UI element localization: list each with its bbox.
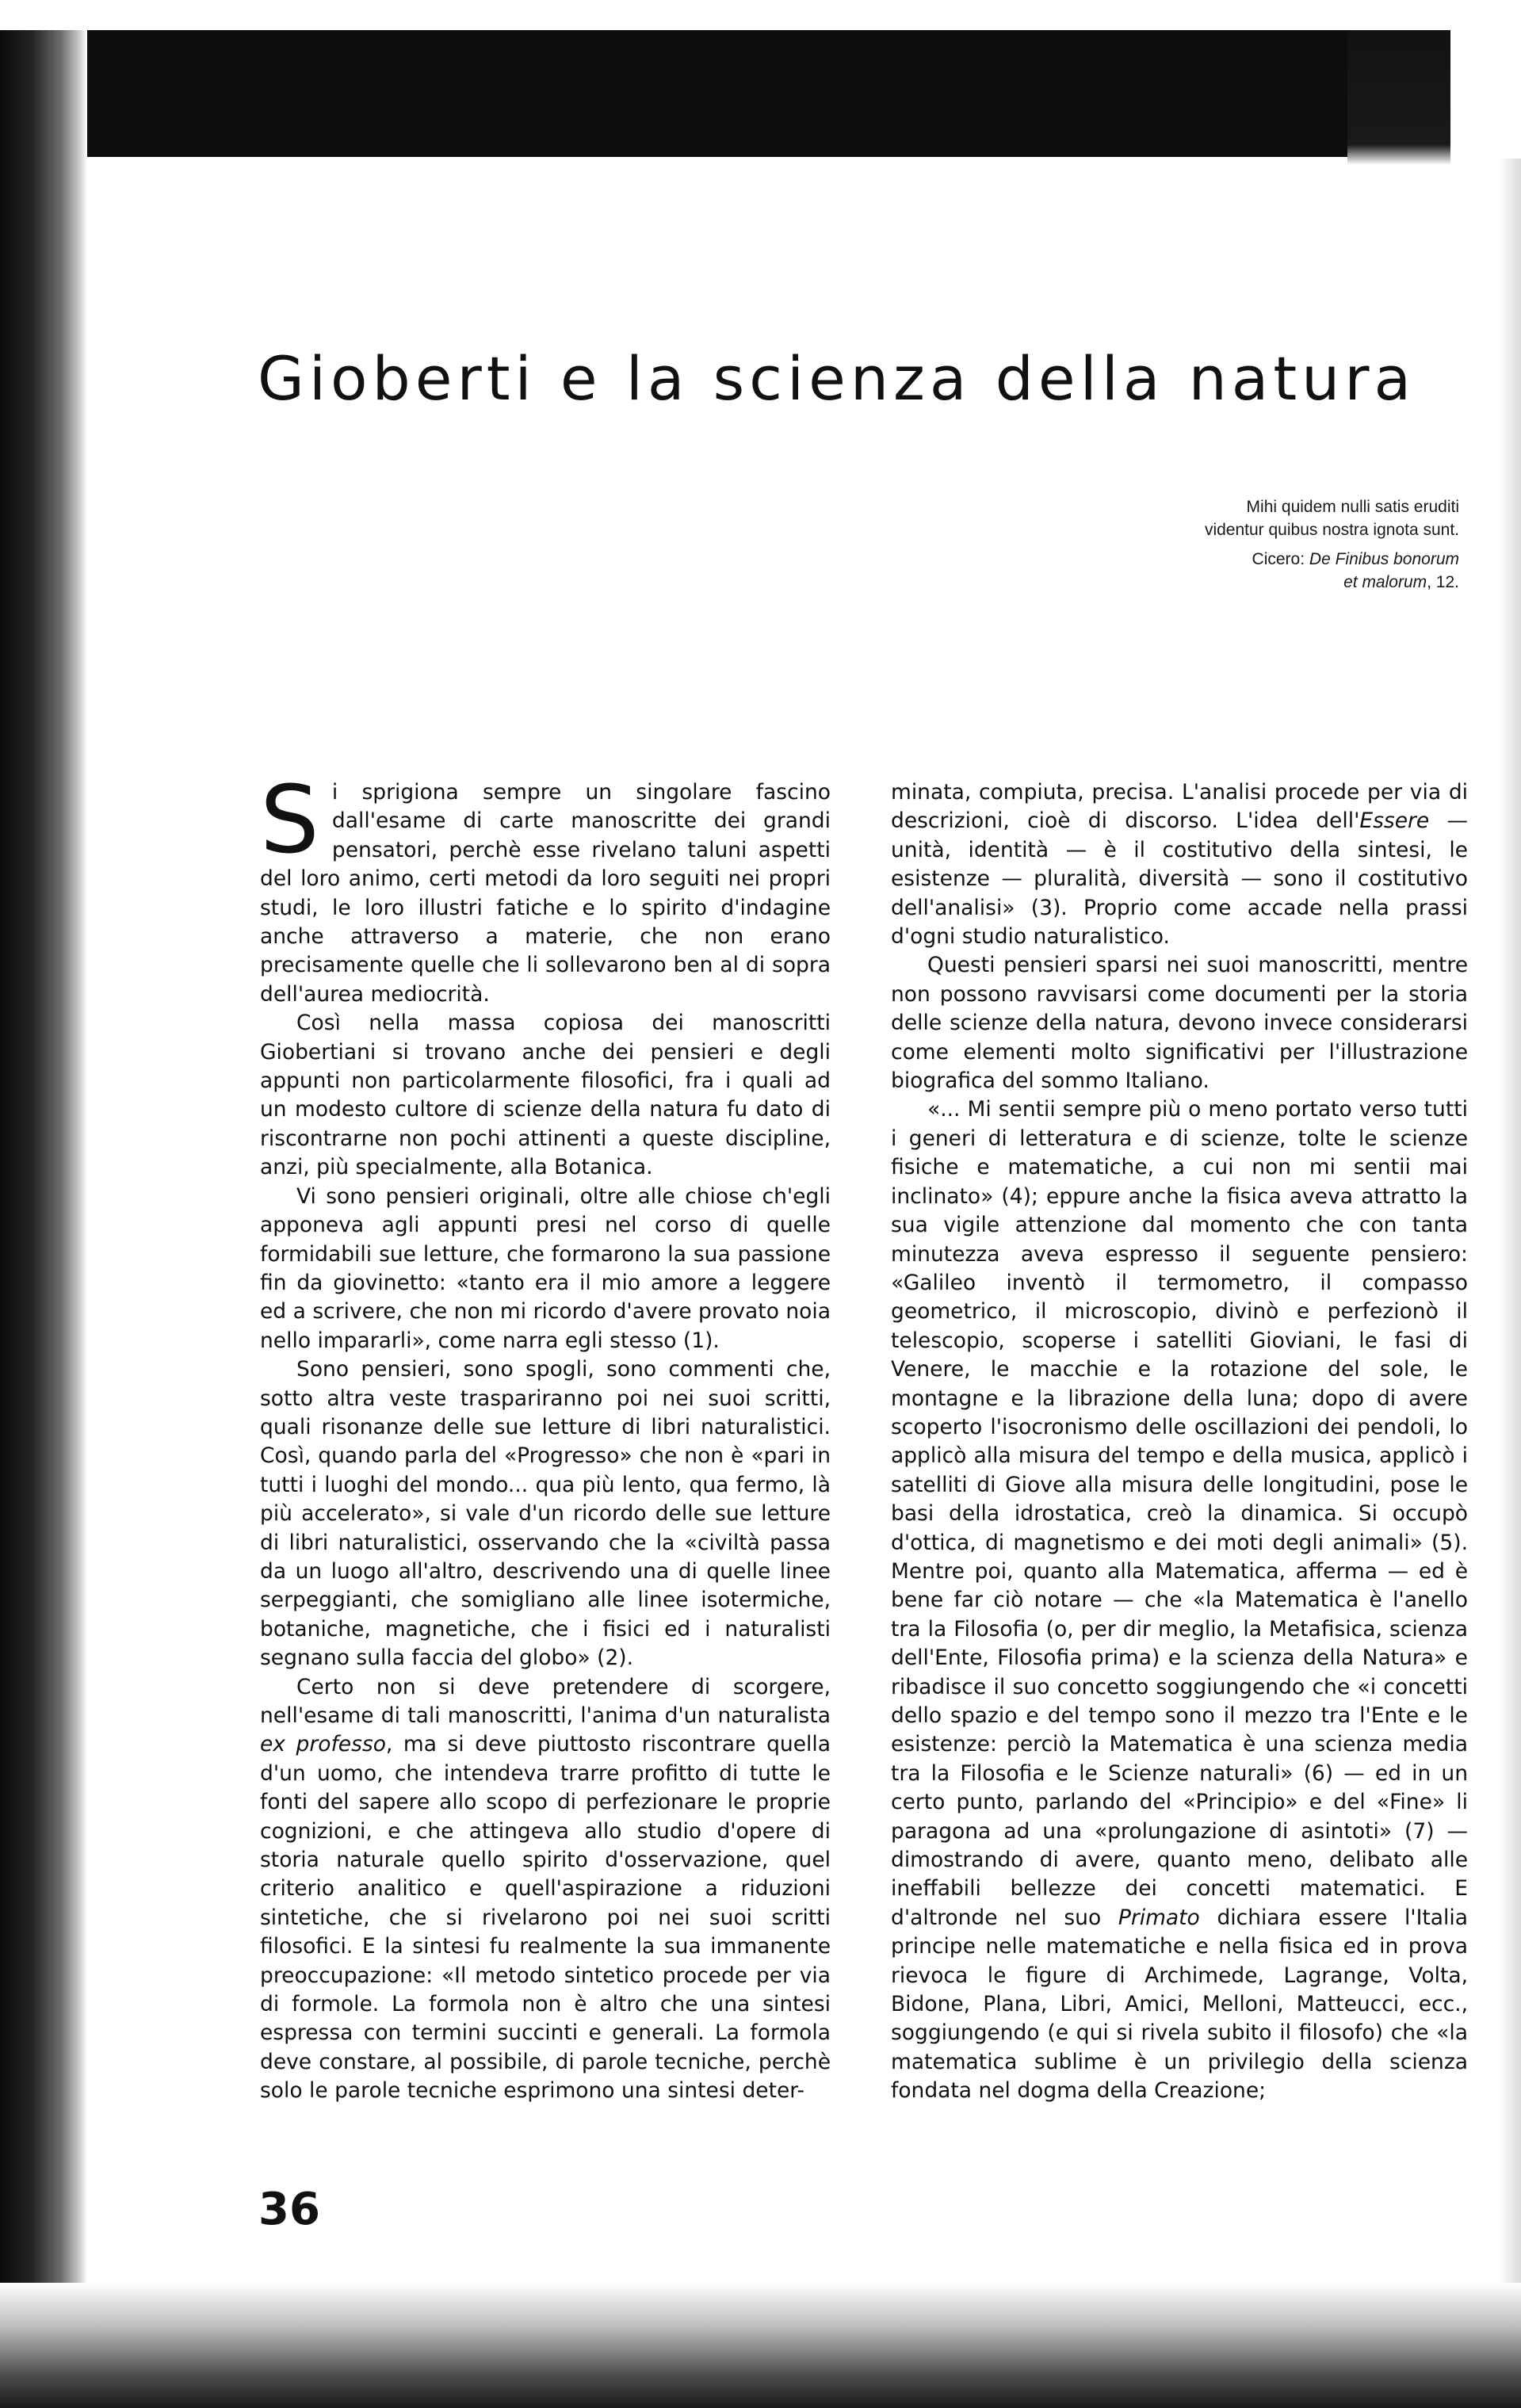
paragraph-5-text-b: , ma si deve piuttosto riscontrare quella d'un uomo, che intendeva trarre profitto di tutte le fonti del sapere allo scopo di perfezionare le proprie cognizioni, e che attingeva allo studio d'opere di storia naturale quello spirito d'osservazione, quel criterio analitico e quell'aspirazione a riduzioni sintetiche, che si rivelarono poi nei suoi scritti filosofici. E la sintesi fu realmente la sua immanente preoccupazione: «Il metodo sintetico procede per via di formole. La formola non è altro che una sintesi espressa con termini succinti e generali. La formola deve constare, al possibile, di parole tecniche, perchè solo le parole tecniche esprimono una sintesi deter- — [260, 1732, 831, 2104]
paragraph-6-text-a: minata, compiuta, precisa. L'analisi procede per via di descrizioni, cioè di discorso. L'idea dell' — [891, 780, 1468, 834]
paragraph-8-text-b: dichiara essere l'Italia principe nelle matematiche e nella fisica ed in prova rievoca le figure di Archimede, Lagrange, Volta, Bidone, Plana, Libri, Amici, Melloni, Matteucci, ecc., soggiungendo (e qui si rivela subito il filosofo) che «la matematica sublime è un privilegio della scienza fondata nel dogma della Creazione; — [891, 1905, 1469, 2104]
epigraph-work-continued: et malorum — [1343, 573, 1427, 591]
paragraph-1-text: i sprigiona sempre un singolare fascino dall'esame di carte manoscritte dei grandi pensatori, perchè esse rivelano taluni aspetti del loro animo, certi metodi da loro seguiti nei propri studi, le loro illustri fatiche e lo spirito d'indagine anche attraverso a materie, che non erano precisamente quelle che li sollevarono ben al di sopra dell'aurea mediocrità. — [260, 780, 831, 1007]
paragraph-2: Così nella massa copiosa dei manoscritti Giobertiani si trovano anche dei pensieri e degli appunti non particolarmente filosofici, fra i quali ad un modesto cultore di scienze della natura fu dato di riscontrarne non pochi attinenti a queste discipline, anzi, più specialmente, alla Botanica. — [260, 1011, 831, 1180]
epigraph-line-2: videntur quibus nostra ignota sunt. — [1204, 521, 1459, 539]
paragraph-4: Sono pensieri, sono spogli, sono commenti che, sotto altra veste traspariranno poi nei suoi scritti, quali risonanze delle sue letture di libri naturalistici. Così, quando parla del «Progresso» che non è «pari in tutti i luoghi del mondo... qua più lento, qua fermo, là più accelerato», si vale d'un ricordo delle sue letture di libri naturalistici, osservando che la «civiltà passa da un luogo all'altro, descrivendo una di quelle linee serpeggianti, che somigliano alle linee isotermiche, botaniche, magnetiche, che i fisici ed i naturalisti segnano sulla faccia del globo» (2). — [260, 1357, 831, 1671]
paragraph-8-text-a: «... Mi sentii sempre più o meno portato verso tutti i generi di letteratura e di scienze, tolte le scienze fisiche e matematiche, a cui non mi sentii mai inclinato» (4); eppure anche la fisica aveva attratto la sua vigile attenzione dal momento che con tanta minutezza aveva espresso il seguente pensiero: «Galileo inventò il termometro, il compasso geometrico, il microscopio, divinò e perfezionò il telescopio, scoperse i satelliti Gioviani, le fasi di Venere, le macchie e la rotazione del sole, le montagne e la librazione della luna; dopo di avere scoperto l'isocronismo delle oscillazioni dei pendoli, lo applicò alla misura del tempo e della musica, applicò i satelliti di Giove alla misura delle longitudini, pose le basi della idrostatica, creò la dinamica. Si occupò d'ottica, di magnetismo e dei moti degli animali» (5). Mentre poi, quanto alla Matematica, afferma — ed è bene far ciò notare — che «la Matematica è l'anello tra la Filosofia (o, per dir meglio, la Metafisica, scienza dell'Ente, Filosofia prima) e la scienza della Natura» e ribadisce il suo concetto soggiungendo che «i concetti dello spazio e del tempo sono il mezzo tra l'Ente e le esistenze: perciò la Matematica è una scienza media tra la Filosofia e le Scienze naturali» (6) — ed in un certo punto, parlando del «Principio» e del «Fine» li paragona ad una «prolungazione di asintoti» (7) — dimostrando di avere, quanto meno, delibato alle ineffabili bellezze dei concetti matematici. E d'altronde nel suo — [891, 1097, 1468, 1930]
paragraph-6-text-b: — unità, identità — è il costitutivo della sintesi, le esistenze — pluralità, diversità — sono il costitutivo dell'analisi» (3). Proprio come accade nella prassi d'ogni studio naturalistico. — [891, 808, 1468, 950]
paragraph-5-text-a: Certo non si deve pretendere di scorgere, nell'esame di tali manoscritti, l'anima d'un naturalista — [260, 1674, 831, 1728]
article-title: Gioberti e la scienza della natura — [258, 343, 1416, 414]
epigraph-attribution — [1015, 548, 1459, 594]
paragraph-8 — [891, 1095, 1468, 2105]
epigraph-reference: , 12. — [1427, 573, 1459, 591]
text-column-left — [260, 765, 831, 2106]
epigraph-work: De Finibus bonorum — [1309, 550, 1459, 568]
paragraph-3: Vi sono pensieri originali, oltre alle chiose ch'egli apponeva agli appunti presi nel corso di quelle formidabili sue letture, che formarono la sua passione fin da giovinetto: «tanto era il mio amore a leggere ed a scrivere, che non mi ricordo d'avere provato noia nello impararli», come narra egli stesso (1). — [260, 1183, 831, 1353]
paragraph-1 — [260, 765, 831, 1009]
paragraph-5 — [260, 1673, 831, 2106]
epigraph-quote — [1015, 495, 1459, 541]
text-column-right — [891, 778, 1468, 2106]
epigraph — [1015, 495, 1459, 600]
paragraph-5-emphasis: ex professo — [260, 1732, 386, 1757]
drop-cap: S — [260, 765, 319, 874]
paragraph-8-emphasis: Primato — [1118, 1905, 1200, 1930]
paragraph-7: Questi pensieri sparsi nei suoi manoscritti, mentre non possono ravvisarsi come documenti per la storia delle scienze della natura, devono invece considerarsi come elementi molto significativi per l'illustrazione biografica del sommo Italiano. — [891, 953, 1468, 1094]
paragraph-6 — [891, 778, 1468, 951]
epigraph-author: Cicero: — [1252, 550, 1309, 568]
epigraph-line-1: Mihi quidem nulli satis eruditi — [1246, 498, 1459, 516]
page-number: 36 — [258, 2184, 320, 2235]
paragraph-6-emphasis: Essere — [1359, 808, 1430, 834]
